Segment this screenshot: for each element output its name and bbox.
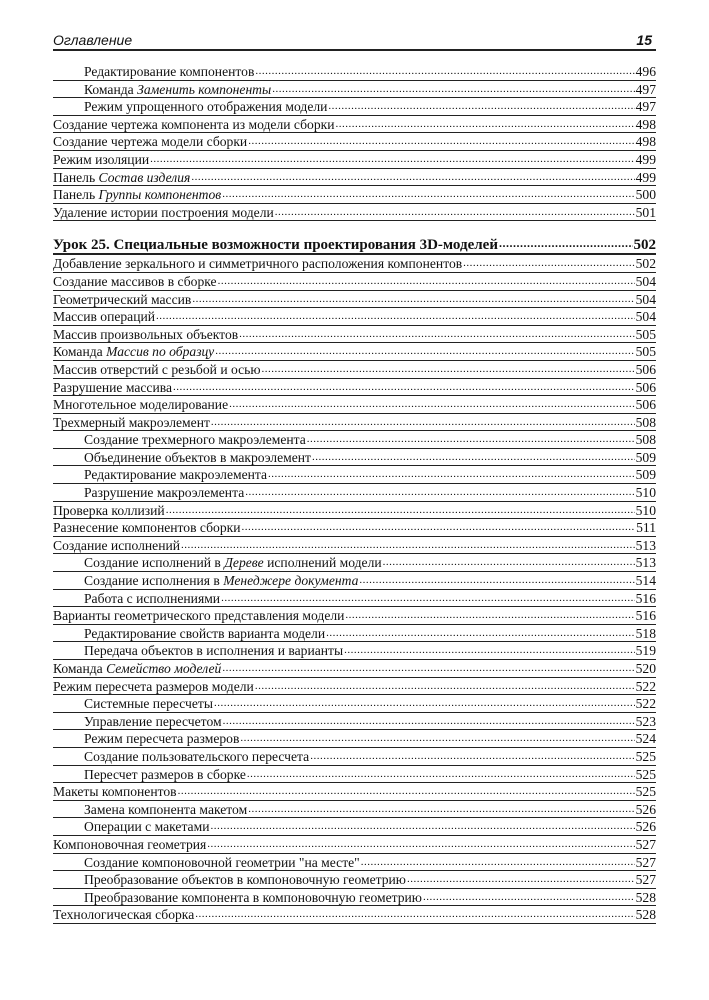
entry-title bbox=[53, 537, 180, 555]
entry-title bbox=[53, 748, 309, 766]
toc-entry[interactable] bbox=[53, 151, 656, 169]
leader-dots bbox=[218, 273, 635, 291]
leader-dots bbox=[312, 449, 635, 467]
entry-title bbox=[53, 484, 244, 502]
leader-dots bbox=[275, 204, 635, 222]
entry-title-italic-part: Состав изделия bbox=[98, 169, 191, 185]
entry-title-italic-part: Заменить компоненты bbox=[137, 81, 272, 97]
leader-dots bbox=[344, 642, 634, 660]
entry-title bbox=[53, 449, 311, 467]
leader-dots bbox=[345, 607, 634, 625]
leader-dots bbox=[192, 291, 634, 309]
entry-title-part: Проверка коллизий bbox=[53, 502, 165, 518]
entry-title-part: Команда bbox=[84, 81, 138, 97]
toc-subentry[interactable] bbox=[53, 98, 656, 116]
entry-page-number: 501 bbox=[635, 204, 656, 220]
entry-page-number: 522 bbox=[635, 678, 656, 694]
entry-title-italic-part: Дереве bbox=[224, 555, 264, 571]
entry-page-number: 523 bbox=[635, 713, 656, 729]
entry-title-part: Создание исполнений bbox=[53, 537, 181, 553]
entry-page-number: 505 bbox=[635, 344, 656, 360]
entry-page-number: 497 bbox=[635, 99, 656, 115]
toc-entry[interactable] bbox=[53, 783, 656, 801]
entry-title bbox=[53, 169, 190, 187]
entry-title bbox=[53, 81, 271, 99]
entry-page-number: 508 bbox=[635, 432, 656, 448]
leader-dots bbox=[423, 889, 635, 907]
entry-title-part: Создание компоновочной геометрии "на месте" bbox=[84, 854, 360, 870]
toc-entry[interactable] bbox=[53, 133, 656, 151]
entry-title bbox=[53, 204, 274, 222]
toc-subentry[interactable] bbox=[53, 766, 656, 784]
entry-page-number: 525 bbox=[635, 748, 656, 764]
table-of-contents bbox=[53, 63, 656, 924]
entry-title bbox=[53, 906, 194, 924]
entry-title bbox=[53, 554, 382, 572]
entry-title-italic-part: Группы компонентов bbox=[98, 187, 222, 203]
toc-subentry[interactable] bbox=[53, 642, 656, 660]
entry-page-number: 498 bbox=[635, 134, 656, 150]
entry-title-part: Команда bbox=[53, 344, 107, 360]
leader-dots bbox=[245, 484, 634, 502]
entry-title bbox=[53, 572, 358, 590]
entry-title-part: Передача объектов в исполнения и варианты bbox=[84, 643, 344, 659]
leader-dots bbox=[248, 801, 634, 819]
leader-dots bbox=[310, 748, 634, 766]
entry-title bbox=[53, 836, 206, 854]
entry-title-part: Создание чертежа модели сборки bbox=[53, 134, 248, 150]
leader-dots bbox=[463, 255, 634, 273]
entry-title bbox=[53, 783, 177, 801]
entry-title bbox=[53, 396, 228, 414]
header-title: Оглавление bbox=[53, 32, 133, 48]
entry-title-part: Разрушение макроэлемента bbox=[84, 485, 245, 501]
entry-title-part: Операции с макетами bbox=[84, 819, 210, 835]
toc-subentry[interactable] bbox=[53, 590, 656, 608]
toc-entry[interactable] bbox=[53, 502, 656, 520]
entry-title-part: Разрушение массива bbox=[53, 379, 173, 395]
entry-title bbox=[53, 889, 422, 907]
entry-page-number: 513 bbox=[635, 555, 656, 571]
toc-entry[interactable] bbox=[53, 537, 656, 555]
entry-title-part: Замена компонента макетом bbox=[84, 801, 248, 817]
leader-dots bbox=[150, 151, 634, 169]
entry-title bbox=[53, 625, 325, 643]
entry-title bbox=[53, 151, 149, 169]
entry-title bbox=[53, 590, 220, 608]
entry-page-number: 527 bbox=[635, 872, 656, 888]
entry-title bbox=[53, 186, 221, 204]
toc-entry[interactable] bbox=[53, 414, 656, 432]
entry-page-number: 526 bbox=[635, 801, 656, 817]
entry-page-number: 506 bbox=[635, 397, 656, 413]
entry-title-part: Технологическая сборка bbox=[53, 907, 195, 923]
toc-entry[interactable] bbox=[53, 273, 656, 291]
toc-lesson-heading[interactable] bbox=[53, 235, 656, 255]
leader-dots bbox=[242, 519, 636, 537]
leader-dots bbox=[499, 233, 633, 253]
entry-page-number: 510 bbox=[635, 485, 656, 501]
toc-group-lesson-25 bbox=[53, 255, 656, 924]
leader-dots bbox=[328, 98, 634, 116]
entry-title-italic-part: Менеджере документа bbox=[223, 573, 359, 589]
leader-dots bbox=[248, 133, 634, 151]
leader-dots bbox=[223, 713, 635, 731]
lesson-page-number: 502 bbox=[633, 237, 656, 254]
entry-page-number: 506 bbox=[635, 361, 656, 377]
leader-dots bbox=[255, 63, 634, 81]
toc-subentry[interactable] bbox=[53, 484, 656, 502]
toc-subentry[interactable] bbox=[53, 625, 656, 643]
toc-entry[interactable] bbox=[53, 291, 656, 309]
entry-title-part: Панель bbox=[53, 169, 99, 185]
toc-subentry[interactable] bbox=[53, 871, 656, 889]
entry-title bbox=[53, 361, 261, 379]
entry-title-part: Создание исполнений в bbox=[84, 555, 225, 571]
entry-page-number: 527 bbox=[635, 854, 656, 870]
entry-title bbox=[53, 818, 209, 836]
running-header bbox=[53, 31, 656, 51]
leader-dots bbox=[336, 116, 635, 134]
entry-page-number: 511 bbox=[636, 520, 656, 536]
entry-title-part: Редактирование компонентов bbox=[84, 64, 255, 79]
toc-entry[interactable] bbox=[53, 326, 656, 344]
entry-title-part: Работа с исполнениями bbox=[84, 590, 221, 606]
entry-page-number: 496 bbox=[635, 64, 656, 79]
entry-page-number: 522 bbox=[635, 696, 656, 712]
header-page-number: 15 bbox=[636, 32, 652, 48]
entry-page-number: 519 bbox=[635, 643, 656, 659]
entry-page-number: 526 bbox=[635, 819, 656, 835]
toc-subentry[interactable] bbox=[53, 554, 656, 572]
entry-title bbox=[53, 98, 327, 116]
entry-title bbox=[53, 607, 344, 625]
entry-title bbox=[53, 871, 406, 889]
entry-page-number: 500 bbox=[635, 187, 656, 203]
entry-title bbox=[53, 116, 335, 134]
entry-title bbox=[53, 502, 165, 520]
leader-dots bbox=[361, 854, 635, 872]
entry-page-number: 520 bbox=[635, 661, 656, 676]
leader-dots bbox=[178, 783, 635, 801]
entry-title-part: Геометрический массив bbox=[53, 291, 192, 307]
toc-subentry[interactable] bbox=[53, 889, 656, 907]
entry-title bbox=[53, 730, 239, 748]
entry-title bbox=[53, 133, 247, 151]
toc-subentry[interactable] bbox=[53, 449, 656, 467]
entry-page-number: 499 bbox=[635, 169, 656, 185]
entry-title-italic-part: Массив по образцу bbox=[106, 344, 215, 360]
entry-title bbox=[53, 466, 267, 484]
entry-title bbox=[53, 343, 214, 361]
entry-title bbox=[53, 642, 343, 660]
leader-dots bbox=[181, 537, 635, 555]
entry-page-number: 508 bbox=[635, 414, 656, 430]
toc-entry[interactable] bbox=[53, 255, 656, 273]
toc-entry[interactable] bbox=[53, 660, 656, 678]
toc-subentry[interactable] bbox=[53, 748, 656, 766]
entry-page-number: 527 bbox=[635, 836, 656, 852]
entry-title bbox=[53, 431, 306, 449]
entry-title-part: Управление пересчетом bbox=[84, 713, 222, 729]
leader-dots bbox=[326, 625, 635, 643]
entry-title-part: Системные пересчеты bbox=[84, 696, 213, 712]
toc-entry[interactable] bbox=[53, 836, 656, 854]
entry-title-part: Преобразование компонента в компоновочную геометрию bbox=[84, 889, 422, 905]
leader-dots bbox=[166, 502, 635, 520]
leader-dots bbox=[407, 871, 635, 889]
toc-subentry[interactable] bbox=[53, 854, 656, 872]
entry-page-number: 509 bbox=[635, 467, 656, 483]
leader-dots bbox=[239, 326, 634, 344]
entry-page-number: 518 bbox=[635, 625, 656, 641]
leader-dots bbox=[229, 396, 635, 414]
entry-title bbox=[53, 291, 191, 309]
entry-title-italic-part: Семейство моделей bbox=[106, 661, 222, 676]
entry-title-part: Массив операций bbox=[53, 309, 156, 325]
entry-title-part: Пересчет размеров в сборке bbox=[84, 766, 246, 782]
entry-title bbox=[53, 678, 254, 696]
leader-dots bbox=[255, 678, 635, 696]
entry-title-part: Режим изоляции bbox=[53, 151, 150, 167]
entry-title bbox=[53, 854, 360, 872]
leader-dots bbox=[207, 836, 634, 854]
leader-dots bbox=[272, 81, 634, 99]
toc-entry[interactable] bbox=[53, 343, 656, 361]
entry-page-number: 497 bbox=[635, 81, 656, 97]
leader-dots bbox=[195, 906, 634, 924]
toc-subentry[interactable] bbox=[53, 695, 656, 713]
entry-page-number: 499 bbox=[635, 151, 656, 167]
toc-entry[interactable] bbox=[53, 308, 656, 326]
leader-dots bbox=[222, 660, 634, 678]
entry-title-part: Создание пользовательского пересчета bbox=[84, 748, 310, 764]
leader-dots bbox=[268, 466, 635, 484]
entry-title-part: Преобразование объектов в компоновочную геометрию bbox=[84, 872, 406, 888]
entry-title-part: Добавление зеркального и симметричного расположения компонентов bbox=[53, 256, 463, 272]
entry-title bbox=[53, 660, 221, 678]
leader-dots bbox=[221, 590, 635, 608]
entry-title-part: Режим пересчета размеров bbox=[84, 731, 240, 747]
toc-subentry[interactable] bbox=[53, 713, 656, 731]
toc-subentry[interactable] bbox=[53, 81, 656, 99]
entry-page-number: 524 bbox=[635, 731, 656, 747]
entry-title bbox=[53, 801, 247, 819]
entry-title-part: Массив отверстий с резьбой и осью bbox=[53, 361, 261, 377]
toc-entry[interactable] bbox=[53, 379, 656, 397]
entry-title-part: Компоновочная геометрия bbox=[53, 836, 207, 852]
leader-dots bbox=[191, 169, 634, 187]
toc-subentry[interactable] bbox=[53, 63, 656, 81]
toc-entry[interactable] bbox=[53, 169, 656, 187]
entry-page-number: 516 bbox=[635, 590, 656, 606]
entry-page-number: 504 bbox=[635, 309, 656, 325]
entry-title-part: Создание массивов в сборке bbox=[53, 273, 217, 289]
entry-title bbox=[53, 255, 462, 273]
entry-title-part: Создание трехмерного макроэлемента bbox=[84, 432, 306, 448]
toc-subentry[interactable] bbox=[53, 431, 656, 449]
entry-page-number: 510 bbox=[635, 502, 656, 518]
entry-title bbox=[53, 273, 217, 291]
toc-entry[interactable] bbox=[53, 204, 656, 222]
leader-dots bbox=[210, 818, 634, 836]
entry-title-part: Разнесение компонентов сборки bbox=[53, 520, 241, 536]
toc-subentry[interactable] bbox=[53, 818, 656, 836]
entry-title bbox=[53, 766, 246, 784]
toc-subentry[interactable] bbox=[53, 801, 656, 819]
entry-page-number: 509 bbox=[635, 449, 656, 465]
leader-dots bbox=[222, 186, 634, 204]
entry-title-part: Удаление истории построения модели bbox=[53, 204, 274, 220]
leader-dots bbox=[262, 361, 635, 379]
entry-page-number: 506 bbox=[635, 379, 656, 395]
toc-subentry[interactable] bbox=[53, 466, 656, 484]
leader-dots bbox=[156, 308, 635, 326]
lesson-title: Урок 25. Специальные возможности проектирования 3D-моделей bbox=[53, 237, 498, 254]
entry-title bbox=[53, 519, 241, 537]
entry-title-part: Трехмерный макроэлемент bbox=[53, 414, 210, 430]
entry-title-part: Режим пересчета размеров модели bbox=[53, 678, 254, 694]
entry-title-part: Многотельное моделирование bbox=[53, 397, 229, 413]
entry-title bbox=[53, 63, 254, 81]
entry-page-number: 502 bbox=[635, 256, 656, 272]
toc-entry[interactable] bbox=[53, 186, 656, 204]
leader-dots bbox=[173, 379, 635, 397]
entry-page-number: 504 bbox=[635, 291, 656, 307]
entry-title-part: Редактирование макроэлемента bbox=[84, 467, 268, 483]
entry-page-number: 528 bbox=[635, 907, 656, 923]
toc-entry[interactable] bbox=[53, 678, 656, 696]
entry-title-part: Панель bbox=[53, 187, 99, 203]
entry-title bbox=[53, 695, 213, 713]
toc-entry[interactable] bbox=[53, 361, 656, 379]
toc-subentry[interactable] bbox=[53, 730, 656, 748]
toc-subentry[interactable] bbox=[53, 572, 656, 590]
leader-dots bbox=[359, 572, 634, 590]
toc-group-before-lesson bbox=[53, 63, 656, 221]
entry-title bbox=[53, 308, 155, 326]
entry-title bbox=[53, 414, 210, 432]
toc-entry[interactable] bbox=[53, 116, 656, 134]
toc-entry[interactable] bbox=[53, 396, 656, 414]
entry-page-number: 525 bbox=[635, 766, 656, 782]
entry-page-number: 514 bbox=[635, 573, 656, 589]
entry-title-part: Режим упрощенного отображения модели bbox=[84, 99, 328, 115]
leader-dots bbox=[307, 431, 635, 449]
entry-page-number: 516 bbox=[635, 608, 656, 624]
entry-title-part: Редактирование свойств варианта модели bbox=[84, 625, 326, 641]
entry-page-number: 498 bbox=[635, 116, 656, 132]
entry-page-number: 513 bbox=[635, 537, 656, 553]
entry-page-number: 528 bbox=[635, 889, 656, 905]
entry-title-part: Команда bbox=[53, 661, 107, 676]
leader-dots bbox=[383, 554, 635, 572]
entry-page-number: 505 bbox=[635, 326, 656, 342]
entry-title-part: исполнений модели bbox=[263, 555, 382, 571]
toc-entry[interactable] bbox=[53, 607, 656, 625]
entry-title bbox=[53, 713, 222, 731]
leader-dots bbox=[247, 766, 635, 784]
entry-title-part: Объединение объектов в макроэлемент bbox=[84, 449, 311, 465]
entry-title-part: Создание чертежа компонента из модели сборки bbox=[53, 116, 335, 132]
entry-title-part: Варианты геометрического представления модели bbox=[53, 608, 345, 624]
leader-dots bbox=[214, 695, 635, 713]
entry-title-part: Создание исполнения в bbox=[84, 573, 224, 589]
entry-title-part: Массив произвольных объектов bbox=[53, 326, 239, 342]
toc-entry[interactable] bbox=[53, 906, 656, 924]
leader-dots bbox=[215, 343, 634, 361]
entry-page-number: 504 bbox=[635, 273, 656, 289]
entry-title-part: Макеты компонентов bbox=[53, 784, 177, 800]
entry-title bbox=[53, 379, 172, 397]
toc-entry[interactable] bbox=[53, 519, 656, 537]
entry-title bbox=[53, 326, 238, 344]
leader-dots bbox=[211, 414, 635, 432]
entry-page-number: 525 bbox=[635, 784, 656, 800]
leader-dots bbox=[240, 730, 634, 748]
